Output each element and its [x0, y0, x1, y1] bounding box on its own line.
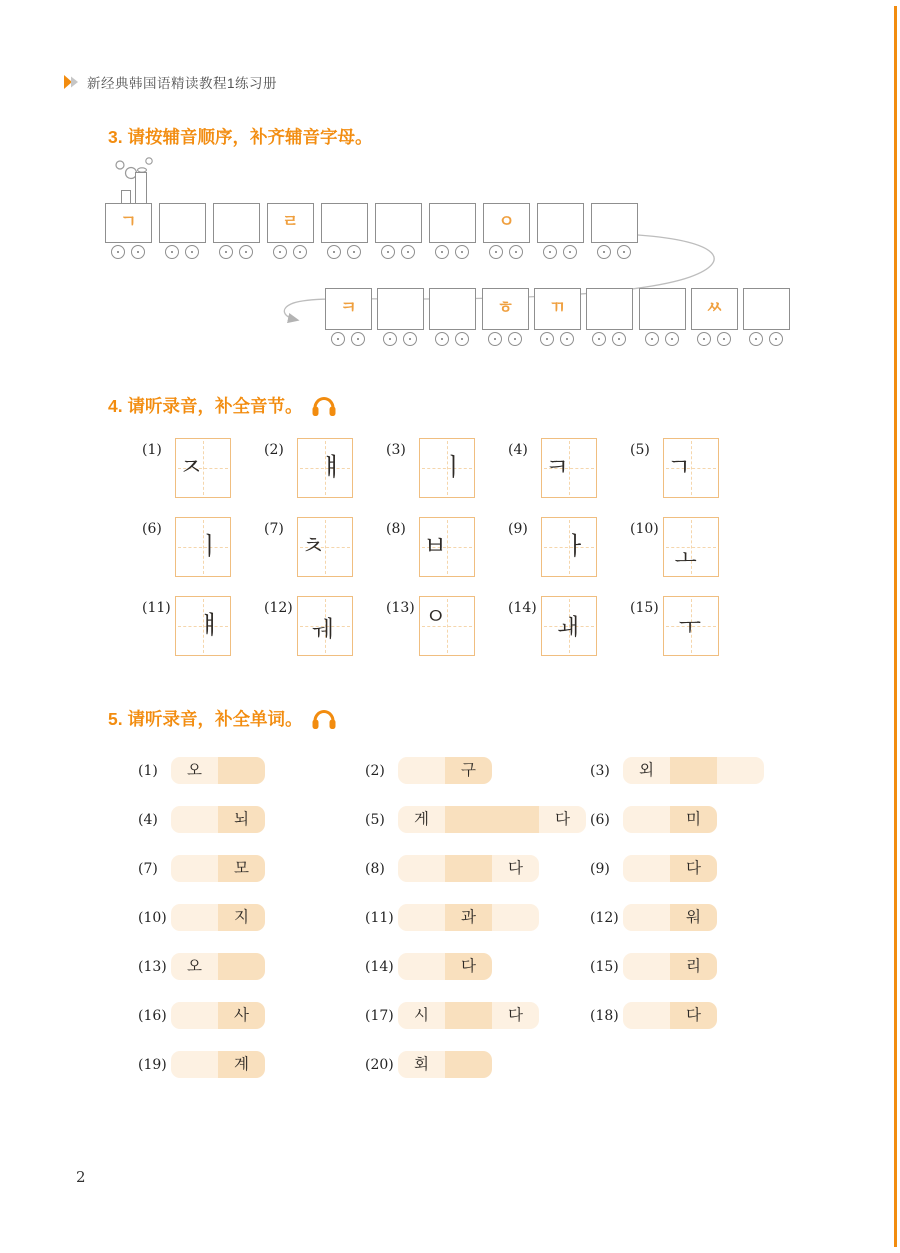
hangul-letter: ㅇ [425, 605, 447, 631]
word-cell-blank [398, 757, 445, 784]
hangul-letter: ㅞ [311, 616, 334, 643]
train-wheel [239, 245, 253, 259]
syllable-item [630, 596, 752, 656]
word-item [138, 904, 365, 931]
word-grid [138, 757, 868, 1078]
word-cell-given: 다 [445, 953, 492, 980]
hangul-letter: ㅊ [301, 531, 326, 561]
train-car [213, 203, 260, 243]
syllable-item [630, 517, 752, 577]
train-wheel [617, 245, 631, 259]
item-number: (11) [142, 600, 171, 616]
train-car [482, 288, 529, 330]
word-cell-given: 뇌 [218, 806, 265, 833]
train-wheel [509, 245, 523, 259]
word-pill [171, 953, 265, 980]
hangul-letter: ㅣ [197, 531, 222, 561]
item-number: (7) [264, 521, 284, 537]
train-wheel [351, 332, 365, 346]
train-car [325, 288, 372, 330]
word-item [365, 1002, 590, 1029]
train-wheel [488, 332, 502, 346]
word-cell-blank [398, 953, 445, 980]
headphones-icon [311, 708, 337, 730]
train-wheel [508, 332, 522, 346]
train-wheel [111, 245, 125, 259]
syllable-practice-box [175, 596, 231, 656]
item-number: (9) [590, 860, 610, 877]
word-cell-blank [445, 855, 492, 882]
train-wheel [543, 245, 557, 259]
item-number: (4) [138, 811, 158, 828]
word-pill [398, 855, 539, 882]
word-pill [398, 953, 492, 980]
item-number: (17) [365, 1007, 394, 1024]
word-cell-blank [492, 904, 539, 931]
word-pill [171, 855, 265, 882]
locomotive-chimney-small [121, 190, 131, 204]
syllable-practice-box [663, 596, 719, 656]
item-number: (8) [386, 521, 406, 537]
train-wheel [219, 245, 233, 259]
item-number: (3) [386, 442, 406, 458]
syllable-item [508, 596, 630, 656]
train-wheel [347, 245, 361, 259]
word-cell-blank [670, 757, 717, 784]
item-number: (19) [138, 1056, 167, 1073]
word-pill [623, 1002, 717, 1029]
word-cell-blank [171, 1002, 218, 1029]
word-item [365, 855, 590, 882]
word-cell-given: 리 [670, 953, 717, 980]
word-cell-blank [398, 904, 445, 931]
locomotive-chimney-large [135, 172, 147, 204]
syllable-item [142, 517, 264, 577]
train-wheel [540, 332, 554, 346]
item-number: (5) [630, 442, 650, 458]
word-cell-given: 게 [398, 806, 445, 833]
word-item [365, 904, 590, 931]
word-item [590, 953, 850, 980]
word-cell-given: 다 [670, 855, 717, 882]
item-number: (2) [365, 762, 385, 779]
word-cell-given: 오 [171, 757, 218, 784]
word-item [138, 855, 365, 882]
syllable-practice-box [419, 517, 475, 577]
word-cell-blank [398, 855, 445, 882]
word-cell-given: 다 [670, 1002, 717, 1029]
locomotive-car [105, 203, 152, 243]
word-pill [623, 953, 717, 980]
word-pill [398, 806, 586, 833]
train-wheel [293, 245, 307, 259]
syllable-practice-box [297, 438, 353, 498]
word-cell-given: 미 [670, 806, 717, 833]
item-number: (12) [590, 909, 619, 926]
syllable-practice-box [297, 596, 353, 656]
train-car-letter: ㄲ [549, 298, 566, 319]
word-cell-blank [171, 806, 218, 833]
page-header [64, 72, 277, 92]
syllable-item [508, 438, 630, 498]
item-number: (11) [365, 909, 394, 926]
item-number: (2) [264, 442, 284, 458]
train-car [321, 203, 368, 243]
word-cell-blank [171, 904, 218, 931]
train-car [534, 288, 581, 330]
word-cell-blank [218, 953, 265, 980]
item-number: (4) [508, 442, 528, 458]
item-number: (15) [630, 600, 659, 616]
hangul-letter: ㄱ [667, 452, 692, 482]
word-pill [398, 904, 539, 931]
hangul-letter: ㅈ [179, 452, 204, 482]
word-item [138, 757, 365, 784]
book-title: 新经典韩国语精读教程1练习册 [87, 76, 278, 91]
word-cell-blank [623, 806, 670, 833]
word-pill [623, 757, 764, 784]
section4-title-text: 4. 请听录音，补全音节。 [108, 396, 303, 416]
train-wheel [331, 332, 345, 346]
item-number: (18) [590, 1007, 619, 1024]
train-car [537, 203, 584, 243]
item-number: (1) [138, 762, 158, 779]
train-wheel [455, 245, 469, 259]
syllable-practice-box [419, 438, 475, 498]
syllable-item [142, 596, 264, 656]
word-pill [398, 1051, 492, 1078]
syllable-item [142, 438, 264, 498]
train-wheel [131, 245, 145, 259]
train-wheel [769, 332, 783, 346]
word-pill [171, 904, 265, 931]
item-number: (13) [138, 958, 167, 975]
word-cell-given: 다 [539, 806, 586, 833]
word-cell-given: 구 [445, 757, 492, 784]
word-pill [623, 806, 717, 833]
train-wheel [383, 332, 397, 346]
train-car [429, 288, 476, 330]
train-wheel [717, 332, 731, 346]
item-number: (1) [142, 442, 162, 458]
syllable-item [386, 596, 508, 656]
word-cell-blank [623, 904, 670, 931]
word-cell-given: 사 [218, 1002, 265, 1029]
word-pill [398, 757, 492, 784]
train-car-letter: ㅇ [498, 212, 515, 233]
item-number: (10) [138, 909, 167, 926]
word-item [590, 1002, 850, 1029]
item-number: (6) [590, 811, 610, 828]
syllable-practice-box [297, 517, 353, 577]
word-cell-blank [171, 855, 218, 882]
word-pill [171, 806, 265, 833]
train-car [377, 288, 424, 330]
word-pill [623, 855, 717, 882]
word-cell-blank [218, 757, 265, 784]
smoke-puff [116, 161, 124, 169]
hangul-letter: ㅒ [319, 452, 344, 482]
word-item [590, 855, 850, 882]
section5-title [108, 706, 337, 731]
train-wheel [185, 245, 199, 259]
syllable-practice-box [663, 517, 719, 577]
headphones-icon [311, 395, 337, 417]
item-number: (15) [590, 958, 619, 975]
syllable-item [264, 596, 386, 656]
syllable-item [508, 517, 630, 577]
word-cell-given: 시 [398, 1002, 445, 1029]
item-number: (12) [264, 600, 293, 616]
train-wheel [563, 245, 577, 259]
train-car [159, 203, 206, 243]
item-number: (7) [138, 860, 158, 877]
train-car [586, 288, 633, 330]
item-number: (5) [365, 811, 385, 828]
train-car-letter: ㅎ [497, 298, 514, 319]
word-cell-given: 다 [492, 855, 539, 882]
word-cell-given: 워 [670, 904, 717, 931]
train-car-letter: ㅆ [706, 298, 723, 319]
train-car [375, 203, 422, 243]
train-wheel [597, 245, 611, 259]
double-arrow-icon [64, 75, 79, 89]
hangul-letter: ㅜ [678, 614, 702, 641]
hangul-letter: ㅋ [545, 452, 570, 482]
syllable-item [386, 438, 508, 498]
word-item [138, 953, 365, 980]
section4-title [108, 393, 337, 418]
train-wheel [403, 332, 417, 346]
word-cell-given: 다 [492, 1002, 539, 1029]
train-wheel [645, 332, 659, 346]
word-item [138, 1002, 365, 1029]
word-item [590, 904, 850, 931]
train-wheel [489, 245, 503, 259]
train-wheel [327, 245, 341, 259]
train-car [691, 288, 738, 330]
syllable-practice-box [175, 438, 231, 498]
train-car [743, 288, 790, 330]
page-number: 2 [76, 1168, 86, 1186]
word-cell-blank [445, 1002, 492, 1029]
train-wheel [435, 245, 449, 259]
word-pill [623, 904, 717, 931]
item-number: (8) [365, 860, 385, 877]
word-cell-blank [717, 757, 764, 784]
syllable-practice-box [663, 438, 719, 498]
train-car-letter: ㅋ [340, 298, 357, 319]
hangul-letter: ㅣ [441, 452, 466, 482]
item-number: (14) [508, 600, 537, 616]
word-cell-blank [623, 855, 670, 882]
hangul-letter: ㅙ [556, 614, 580, 641]
word-item [365, 953, 590, 980]
word-cell-blank [445, 1051, 492, 1078]
syllable-practice-box [175, 517, 231, 577]
word-pill [171, 1002, 265, 1029]
train-wheel [401, 245, 415, 259]
train-car [639, 288, 686, 330]
hangul-letter: ㅏ [563, 531, 588, 561]
syllable-practice-box [541, 438, 597, 498]
syllable-item [264, 438, 386, 498]
syllable-grid [142, 438, 782, 675]
word-item [365, 806, 590, 833]
word-item [365, 1051, 590, 1078]
train-wheel [455, 332, 469, 346]
train-car [483, 203, 530, 243]
train-car [429, 203, 476, 243]
train-wheel [665, 332, 679, 346]
item-number: (3) [590, 762, 610, 779]
smoke-puff [146, 158, 152, 164]
train-wheel [697, 332, 711, 346]
word-pill [398, 1002, 539, 1029]
hangul-letter: ㅒ [197, 610, 222, 640]
word-cell-blank [445, 806, 539, 833]
word-cell-given: 모 [218, 855, 265, 882]
word-item [590, 806, 850, 833]
train-illustration [0, 150, 900, 385]
word-pill [171, 757, 265, 784]
item-number: (13) [386, 600, 415, 616]
word-item [138, 806, 365, 833]
item-number: (14) [365, 958, 394, 975]
train-car-letter: ㄱ [120, 212, 137, 233]
train-wheel [273, 245, 287, 259]
syllable-item [386, 517, 508, 577]
hangul-letter: ㅂ [423, 531, 448, 561]
word-item [365, 757, 590, 784]
syllable-practice-box [419, 596, 475, 656]
word-cell-given: 지 [218, 904, 265, 931]
train-car [267, 203, 314, 243]
word-pill [171, 1051, 265, 1078]
word-cell-given: 오 [171, 953, 218, 980]
syllable-item [630, 438, 752, 498]
section5-title-text: 5. 请听录音，补全单词。 [108, 709, 303, 729]
train-wheel [592, 332, 606, 346]
word-item [590, 757, 850, 784]
section3-title [108, 124, 372, 149]
word-item [138, 1051, 365, 1078]
syllable-practice-box [541, 596, 597, 656]
item-number: (10) [630, 521, 659, 537]
word-cell-given: 과 [445, 904, 492, 931]
section3-title-text: 3. 请按辅音顺序，补齐辅音字母。 [108, 127, 373, 147]
train-wheel [435, 332, 449, 346]
item-number: (9) [508, 521, 528, 537]
item-number: (20) [365, 1056, 394, 1073]
syllable-practice-box [541, 517, 597, 577]
word-cell-given: 계 [218, 1051, 265, 1078]
train-car [591, 203, 638, 243]
train-wheel [612, 332, 626, 346]
word-cell-given: 회 [398, 1051, 445, 1078]
word-cell-blank [623, 953, 670, 980]
hangul-letter: ㅗ [674, 545, 697, 572]
word-cell-blank [623, 1002, 670, 1029]
page-edge-bar [894, 6, 898, 1247]
train-wheel [381, 245, 395, 259]
train-wheel [749, 332, 763, 346]
word-cell-given: 외 [623, 757, 670, 784]
item-number: (16) [138, 1007, 167, 1024]
train-wheel [560, 332, 574, 346]
syllable-item [264, 517, 386, 577]
item-number: (6) [142, 521, 162, 537]
word-cell-blank [171, 1051, 218, 1078]
train-wheel [165, 245, 179, 259]
train-car-letter: ㄹ [282, 212, 299, 233]
